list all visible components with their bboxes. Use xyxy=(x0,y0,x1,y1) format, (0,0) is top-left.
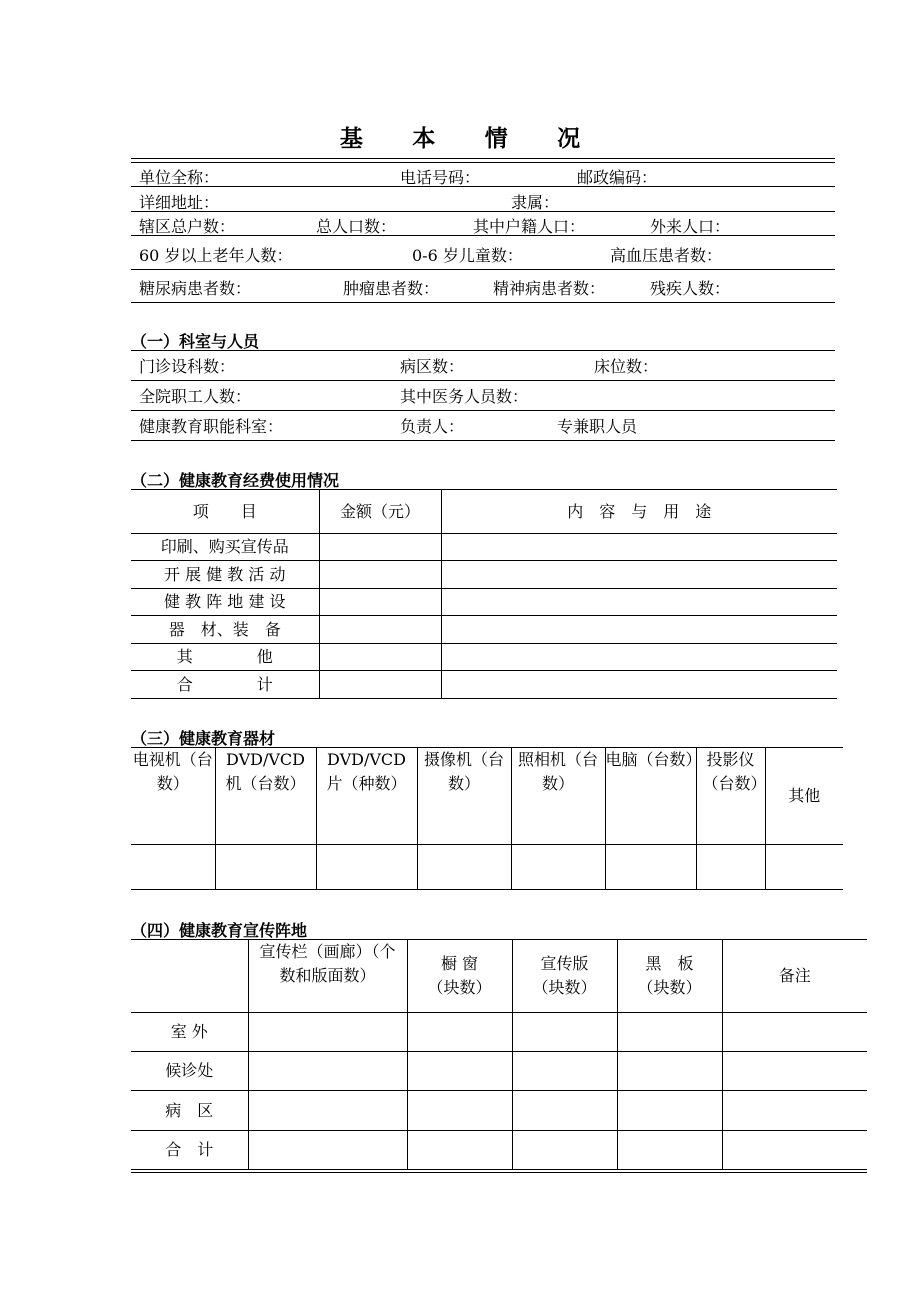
funding-row-label: 印刷、购买宣传品 xyxy=(131,534,319,561)
publicity-cell[interactable] xyxy=(722,1091,867,1131)
equipment-header-projector: 投影仪（台数） xyxy=(696,748,765,845)
leader-label: 负责人： xyxy=(400,417,465,436)
publicity-cell[interactable] xyxy=(617,1131,722,1170)
funding-content-cell[interactable] xyxy=(441,644,837,671)
publicity-cell[interactable] xyxy=(407,1013,512,1052)
publicity-row-label: 室 外 xyxy=(131,1013,248,1052)
funding-table xyxy=(131,489,837,699)
publicity-cell[interactable] xyxy=(248,1013,407,1052)
section3-title: （三）健康教育器材 xyxy=(131,729,276,748)
section2-title: （二）健康教育经费使用情况 xyxy=(131,471,340,490)
address-label: 详细地址： xyxy=(139,193,220,212)
fulltime-label: 专兼职人员 xyxy=(557,417,638,436)
medical-label: 其中医务人员数： xyxy=(400,387,529,406)
funding-header-content: 内 容 与 用 途 xyxy=(441,490,837,534)
disabled-label: 残疾人数： xyxy=(650,279,731,298)
funding-content-cell[interactable] xyxy=(441,616,837,644)
equipment-count-cell[interactable] xyxy=(605,845,696,890)
affiliation-label: 隶属： xyxy=(511,193,560,212)
funding-row-label: 合 计 xyxy=(131,671,319,699)
equipment-count-cell[interactable] xyxy=(316,845,417,890)
publicity-cell[interactable] xyxy=(407,1052,512,1091)
tumor-label: 肿瘤患者数： xyxy=(343,279,440,298)
publicity-cell[interactable] xyxy=(722,1052,867,1091)
equipment-count-cell[interactable] xyxy=(215,845,316,890)
funding-row-label: 其 他 xyxy=(131,644,319,671)
registered-label: 其中户籍人口： xyxy=(473,217,586,236)
equipment-table xyxy=(131,747,843,890)
publicity-cell[interactable] xyxy=(512,1091,617,1131)
migrant-label: 外来人口： xyxy=(650,217,731,236)
funding-amount-cell[interactable] xyxy=(319,671,441,699)
diabetes-label: 糖尿病患者数： xyxy=(139,279,252,298)
funding-content-cell[interactable] xyxy=(441,561,837,589)
publicity-row-label: 合 计 xyxy=(131,1131,248,1170)
ward-label: 病区数： xyxy=(400,357,465,376)
page-title: 基 本 情 况 xyxy=(339,125,601,152)
equipment-count-cell[interactable] xyxy=(417,845,511,890)
section4-title: （四）健康教育宣传阵地 xyxy=(131,921,308,940)
publicity-row-label: 候诊处 xyxy=(131,1052,248,1091)
unit-name-label: 单位全称： xyxy=(139,168,220,187)
top-double-rule xyxy=(131,158,835,163)
publicity-header-blank xyxy=(131,940,248,1013)
funding-content-cell[interactable] xyxy=(441,671,837,699)
funding-amount-cell[interactable] xyxy=(319,616,441,644)
population-label: 总人口数： xyxy=(316,217,397,236)
elderly-label: 60 岁以上老年人数： xyxy=(139,246,293,265)
publicity-cell[interactable] xyxy=(512,1052,617,1091)
postcode-label: 邮政编码： xyxy=(577,168,658,187)
equipment-header-tv: 电视机（台数） xyxy=(131,748,215,845)
publicity-cell[interactable] xyxy=(617,1052,722,1091)
publicity-header-blackboard: 黑 板（块数） xyxy=(617,940,722,1013)
staff-label: 全院职工人数： xyxy=(139,387,252,406)
mental-label: 精神病患者数： xyxy=(493,279,606,298)
publicity-cell[interactable] xyxy=(722,1013,867,1052)
bottom-double-rule xyxy=(131,1172,867,1173)
funding-row-label: 开 展 健 教 活 动 xyxy=(131,561,319,589)
publicity-cell[interactable] xyxy=(248,1131,407,1170)
equipment-header-computer: 电脑（台数） xyxy=(605,748,696,845)
funding-amount-cell[interactable] xyxy=(319,589,441,616)
dept-label: 健康教育职能科室： xyxy=(139,417,284,436)
equipment-header-camcorder: 摄像机（台数） xyxy=(417,748,511,845)
households-label: 辖区总户数： xyxy=(139,217,236,236)
funding-amount-cell[interactable] xyxy=(319,644,441,671)
funding-row-label: 器 材、装 备 xyxy=(131,616,319,644)
equipment-count-cell[interactable] xyxy=(765,845,843,890)
equipment-count-cell[interactable] xyxy=(511,845,605,890)
funding-content-cell[interactable] xyxy=(441,534,837,561)
publicity-cell[interactable] xyxy=(722,1131,867,1170)
funding-header-amount: 金额（元） xyxy=(319,490,441,534)
publicity-header-board: 宣传栏（画廊）（个数和版面数） xyxy=(248,940,407,1013)
publicity-header-panel: 宣传版（块数） xyxy=(512,940,617,1013)
equipment-count-cell[interactable] xyxy=(696,845,765,890)
publicity-cell[interactable] xyxy=(407,1091,512,1131)
publicity-cell[interactable] xyxy=(617,1091,722,1131)
equipment-header-camera: 照相机（台数） xyxy=(511,748,605,845)
equipment-header-other: 其他 xyxy=(765,748,843,845)
funding-amount-cell[interactable] xyxy=(319,561,441,589)
funding-row-label: 健 教 阵 地 建 设 xyxy=(131,589,319,616)
equipment-count-cell[interactable] xyxy=(131,845,215,890)
publicity-cell[interactable] xyxy=(407,1131,512,1170)
publicity-cell[interactable] xyxy=(512,1013,617,1052)
hypertension-label: 高血压患者数： xyxy=(610,246,723,265)
equipment-header-dvd-disc: DVD/VCD 片（种数） xyxy=(316,748,417,845)
funding-content-cell[interactable] xyxy=(441,589,837,616)
section1-title: （一）科室与人员 xyxy=(131,332,260,351)
publicity-cell[interactable] xyxy=(248,1052,407,1091)
equipment-header-dvd-player: DVD/VCD 机（台数） xyxy=(215,748,316,845)
publicity-cell[interactable] xyxy=(248,1091,407,1131)
funding-amount-cell[interactable] xyxy=(319,534,441,561)
publicity-header-remarks: 备注 xyxy=(722,940,867,1013)
publicity-header-window: 橱 窗（块数） xyxy=(407,940,512,1013)
beds-label: 床位数： xyxy=(594,357,659,376)
publicity-row-label: 病 区 xyxy=(131,1091,248,1131)
children-label: 0-6 岁儿童数： xyxy=(412,246,523,265)
publicity-cell[interactable] xyxy=(617,1013,722,1052)
publicity-cell[interactable] xyxy=(512,1131,617,1170)
funding-header-item: 项 目 xyxy=(131,490,319,534)
phone-label: 电话号码： xyxy=(400,168,481,187)
outpatient-label: 门诊设科数： xyxy=(139,357,236,376)
publicity-table xyxy=(131,939,867,1170)
